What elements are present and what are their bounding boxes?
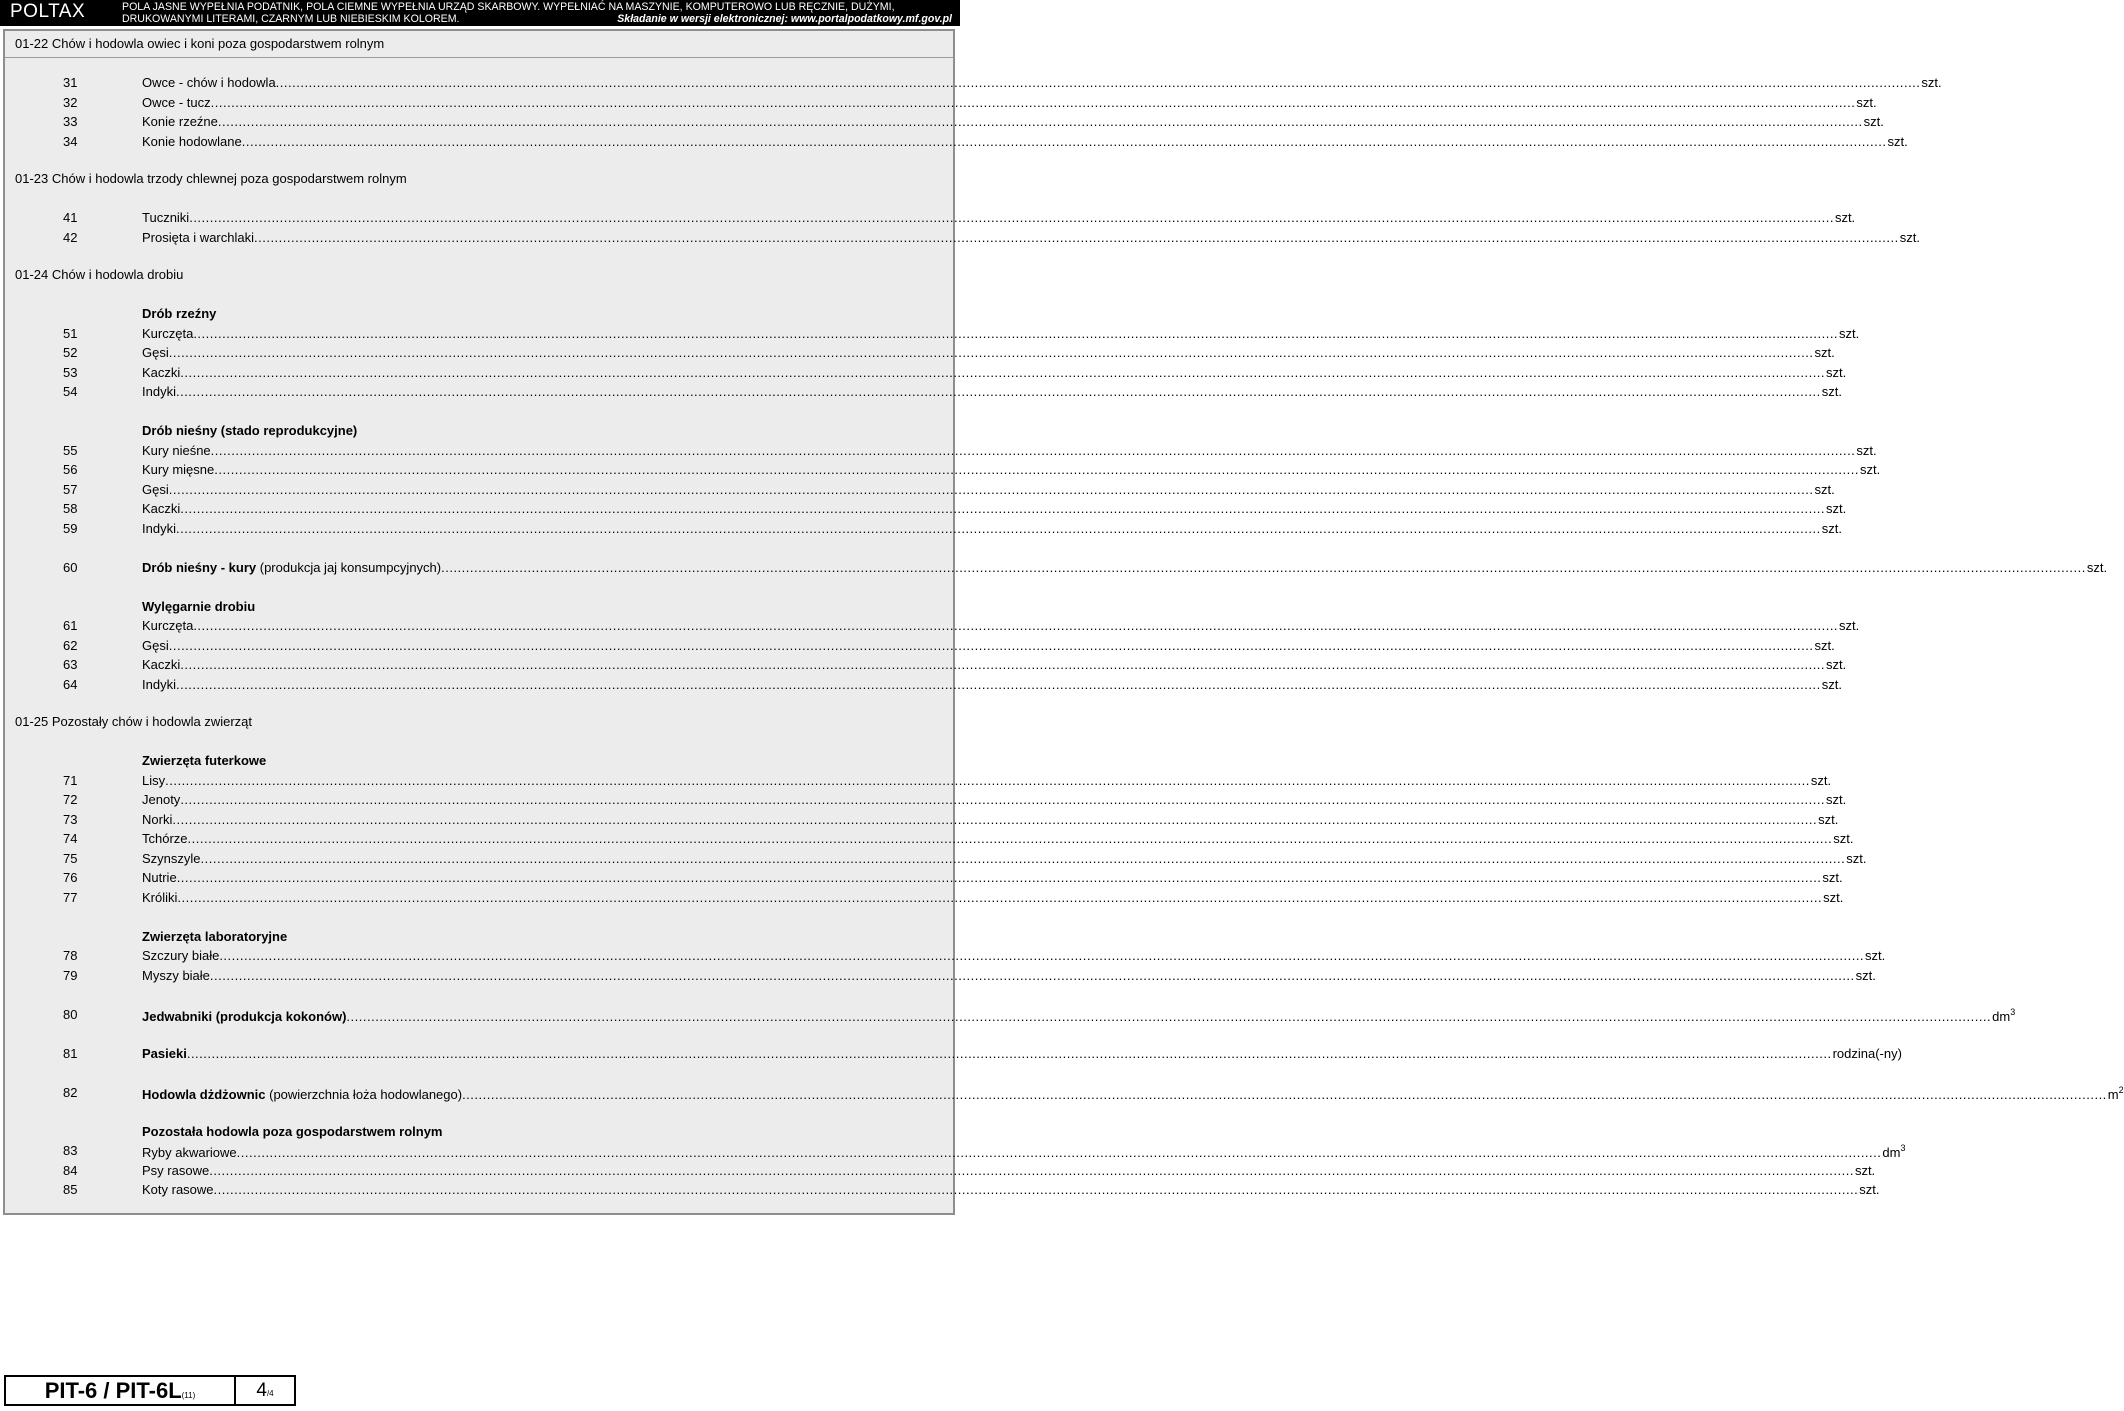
row-number: 63: [63, 657, 78, 672]
leader-dots: ................................................................................................................................................................................................................................................................................................................................................................................................................: [175, 676, 1821, 692]
form-footer: [4, 1375, 296, 1406]
leader-dots: ................................................................................................................................................................................................................................................................................................................................................................................................................: [186, 1045, 1832, 1061]
form-identifier: [6, 1377, 236, 1404]
row-label-bold: Pasieki: [142, 1045, 187, 1061]
row-label: [142, 889, 1844, 905]
row-label: [142, 1006, 2016, 1024]
unit-label: [1813, 482, 1834, 497]
row-number: 34: [63, 133, 78, 149]
unit-label: [1855, 95, 1876, 110]
page-current: 4: [256, 1380, 267, 1401]
row-label-text: Prosięta i warchlaki: [142, 229, 254, 245]
unit-text: szt.: [1887, 133, 1908, 149]
row-number: 75: [63, 850, 78, 866]
fill-instructions: [122, 1, 952, 25]
row-number: 60: [63, 559, 78, 575]
row-number: 58: [63, 501, 78, 516]
row-number: 76: [63, 870, 78, 885]
row-label-text: Lisy: [142, 772, 166, 788]
unit-text: szt.: [1814, 481, 1835, 497]
row-label: [142, 481, 1835, 497]
row-label-text: (powierzchnia łoża hodowlanego): [265, 1086, 463, 1102]
row-number: 79: [63, 967, 78, 983]
unit-label: [1838, 618, 1859, 633]
unit-text: szt.: [1899, 229, 1920, 245]
group-subtitle: Drób nieśny (stado reprodukcyjne): [142, 423, 358, 438]
row-label: [142, 1045, 1902, 1061]
unit-exponent: 2: [2118, 1084, 2124, 1095]
group-subtitle: Zwierzęta laboratoryjne: [142, 928, 288, 944]
page-total: /4: [266, 1389, 274, 1398]
leader-dots: ................................................................................................................................................................................................................................................................................................................................................................................................................: [180, 792, 1826, 807]
unit-text: szt.: [1839, 325, 1860, 341]
row-label-text: Króliki: [142, 889, 178, 905]
leader-dots: ................................................................................................................................................................................................................................................................................................................................................................................................................: [187, 831, 1833, 846]
row-label-text: Indyki: [142, 384, 176, 399]
unit-label: [1855, 968, 1876, 983]
unit-text: dm: [1882, 1145, 1901, 1160]
leader-dots: ................................................................................................................................................................................................................................................................................................................................................................................................................: [168, 345, 1814, 360]
row-number: 71: [63, 772, 78, 788]
row-number: 61: [63, 618, 78, 633]
leader-dots: ................................................................................................................................................................................................................................................................................................................................................................................................................: [175, 520, 1821, 536]
unit-text: szt.: [1826, 501, 1847, 516]
unit-text: szt.: [1822, 870, 1843, 885]
unit-text: szt.: [2086, 559, 2108, 575]
unit-label: [1881, 1143, 1905, 1160]
row-number: 54: [63, 384, 78, 399]
unit-label: [1825, 657, 1846, 672]
leader-dots: ................................................................................................................................................................................................................................................................................................................................................................................................................: [193, 618, 1839, 633]
leader-dots: ................................................................................................................................................................................................................................................................................................................................................................................................................: [180, 501, 1826, 516]
unit-label: [1813, 638, 1834, 653]
unit-text: szt.: [1826, 364, 1847, 380]
unit-label: [1845, 851, 1866, 866]
row-label: [142, 462, 1881, 477]
row-number: 31: [63, 75, 78, 90]
row-label: [142, 114, 1884, 129]
row-label-text: Indyki: [142, 676, 176, 692]
row-number: 32: [63, 94, 78, 110]
row-label-bold: Jedwabniki (produkcja kokonów): [142, 1008, 347, 1024]
unit-label: [1832, 831, 1853, 846]
unit-text: szt.: [1818, 811, 1839, 827]
row-label: [142, 1182, 1880, 1197]
group-subtitle: Pozostała hodowla poza gospodarstwem rolnym: [142, 1123, 443, 1139]
leader-dots: ................................................................................................................................................................................................................................................................................................................................................................................................................: [213, 1182, 1859, 1197]
row-label: [142, 1162, 1876, 1178]
unit-label: [1855, 443, 1876, 458]
row-number: 53: [63, 364, 78, 380]
row-label: [142, 75, 1942, 90]
row-label: [142, 831, 1854, 846]
unit-text: szt.: [1865, 948, 1886, 963]
unit-text: szt.: [1855, 967, 1876, 983]
row-number: 42: [63, 229, 78, 245]
row-label-text: Norki: [142, 811, 173, 827]
row-label-text: Myszy białe: [142, 967, 210, 983]
leader-dots: ................................................................................................................................................................................................................................................................................................................................................................................................................: [180, 364, 1826, 380]
row-label: [142, 870, 1843, 885]
row-number: 81: [63, 1045, 78, 1061]
unit-text: szt.: [1821, 676, 1842, 692]
unit-label: [1825, 365, 1846, 380]
row-label-text: Gęsi: [142, 345, 169, 360]
leader-dots: ................................................................................................................................................................................................................................................................................................................................................................................................................: [176, 870, 1822, 885]
row-label: [142, 967, 1876, 983]
leader-dots: ................................................................................................................................................................................................................................................................................................................................................................................................................: [236, 1145, 1882, 1160]
row-number: 80: [63, 1006, 78, 1022]
leader-dots: ................................................................................................................................................................................................................................................................................................................................................................................................................: [219, 948, 1865, 963]
row-label-text: Tchórze: [142, 831, 188, 846]
row-label-text: Kurczęta: [142, 325, 194, 341]
unit-text: szt.: [1814, 345, 1835, 360]
unit-label: [1813, 345, 1834, 360]
unit-label: [1886, 134, 1907, 149]
unit-exponent: 3: [2010, 1006, 2016, 1017]
unit-label: [1858, 1182, 1879, 1197]
row-label-text: Szczury białe: [142, 948, 220, 963]
row-label-text: Szynszyle: [142, 850, 201, 866]
row-label: [142, 442, 1877, 458]
unit-text: szt.: [1810, 772, 1832, 788]
row-label-text: Kury mięsne: [142, 462, 215, 477]
row-label-text: Gęsi: [142, 637, 169, 653]
unit-label: [1821, 677, 1842, 692]
row-number: 72: [63, 792, 78, 807]
row-label: [142, 850, 1867, 866]
page-number: [236, 1377, 294, 1404]
unit-text: szt.: [1839, 618, 1860, 633]
section-title: 01-22 Chów i hodowla owiec i koni poza gospodarstwem rolnym: [15, 36, 385, 51]
row-label: [142, 792, 1847, 807]
leader-dots: ................................................................................................................................................................................................................................................................................................................................................................................................................: [210, 442, 1856, 458]
form-section-panel: [3, 29, 2124, 1215]
row-label: [142, 657, 1847, 672]
unit-label: [1854, 1163, 1875, 1178]
unit-text: szt.: [1834, 210, 1856, 225]
leader-dots: ................................................................................................................................................................................................................................................................................................................................................................................................................: [462, 1086, 2107, 1102]
leader-dots: ................................................................................................................................................................................................................................................................................................................................................................................................................: [346, 1008, 1992, 1024]
row-label-text: Kaczki: [142, 657, 181, 672]
unit-text: szt.: [1814, 637, 1835, 653]
row-label: [142, 501, 1847, 516]
unit-text: dm: [1992, 1008, 2011, 1024]
row-label-text: Kaczki: [142, 501, 181, 516]
row-label: [142, 559, 2108, 575]
row-number: 57: [63, 481, 78, 497]
row-label-bold: Drób nieśny - kury: [142, 559, 257, 575]
row-number: 82: [63, 1084, 78, 1100]
leader-dots: ................................................................................................................................................................................................................................................................................................................................................................................................................: [180, 657, 1826, 672]
row-label: [142, 384, 1842, 399]
row-label: [142, 948, 1886, 963]
row-label-text: Ryby akwariowe: [142, 1145, 237, 1160]
row-number: 64: [63, 676, 78, 692]
row-label-text: Psy rasowe: [142, 1162, 210, 1178]
unit-label: [1821, 870, 1842, 885]
unit-exponent: 3: [1900, 1143, 1906, 1153]
row-number: 59: [63, 520, 78, 536]
row-number: 33: [63, 114, 78, 129]
unit-text: szt.: [1826, 657, 1847, 672]
unit-label: [1825, 792, 1846, 807]
brand-logo: POLTAX: [10, 1, 86, 22]
unit-label: [1864, 948, 1885, 963]
form-name: PIT-6 / PIT-6L: [44, 1378, 182, 1403]
unit-text: szt.: [1823, 889, 1844, 905]
group-subtitle: Zwierzęta futerkowe: [142, 753, 267, 768]
unit-text: szt.: [1856, 94, 1877, 110]
row-number: 78: [63, 948, 78, 963]
row-number: 41: [63, 210, 78, 225]
portal-note: Składanie w wersji elektronicznej: www.portalpodatkowy.mf.gov.pl: [617, 13, 952, 25]
row-number: 51: [63, 325, 78, 341]
unit-label: [1825, 501, 1846, 516]
row-label-text: Gęsi: [142, 481, 169, 497]
notice-line-1: POLA JASNE WYPEŁNIA PODATNIK, POLA CIEMNE WYPEŁNIA URZĄD SKARBOWY. WYPEŁNIAĆ NA MASZYNIE, KOMPUTEROWO LUB RĘCZNIE, DUŻYMI,: [122, 1, 895, 13]
row-label: [142, 520, 1842, 536]
section-title: 01-25 Pozostały chów i hodowla zwierząt: [15, 714, 253, 729]
row-label: [142, 676, 1842, 692]
unit-label: [1817, 812, 1838, 827]
row-label: [142, 1143, 1906, 1160]
row-label-bold: Hodowla dżdżownic: [142, 1086, 266, 1102]
leader-dots: ................................................................................................................................................................................................................................................................................................................................................................................................................: [172, 811, 1818, 827]
leader-dots: ................................................................................................................................................................................................................................................................................................................................................................................................................: [168, 637, 1814, 653]
leader-dots: ................................................................................................................................................................................................................................................................................................................................................................................................................: [217, 114, 1863, 129]
unit-text: m: [2107, 1086, 2119, 1102]
row-label: [142, 772, 1832, 788]
leader-dots: ................................................................................................................................................................................................................................................................................................................................................................................................................: [189, 210, 1834, 225]
unit-text: szt.: [1833, 831, 1854, 846]
leader-dots: ................................................................................................................................................................................................................................................................................................................................................................................................................: [168, 481, 1814, 497]
section-title: 01-24 Chów i hodowla drobiu: [15, 267, 184, 282]
row-label-text: Koty rasowe: [142, 1182, 214, 1197]
unit-label: [1822, 890, 1843, 905]
unit-label: [1991, 1007, 2015, 1024]
row-label-text: Jenoty: [142, 792, 181, 807]
leader-dots: ................................................................................................................................................................................................................................................................................................................................................................................................................: [275, 75, 1921, 90]
unit-text: szt.: [1854, 1162, 1876, 1178]
unit-label: [1899, 230, 1920, 245]
leader-dots: ................................................................................................................................................................................................................................................................................................................................................................................................................: [209, 967, 1855, 983]
unit-label: [2107, 1085, 2124, 1102]
leader-dots: ................................................................................................................................................................................................................................................................................................................................................................................................................: [254, 229, 1899, 245]
row-label: [142, 364, 1847, 380]
leader-dots: ................................................................................................................................................................................................................................................................................................................................................................................................................: [165, 772, 1810, 788]
unit-text: szt.: [1863, 114, 1884, 129]
leader-dots: ................................................................................................................................................................................................................................................................................................................................................................................................................: [214, 462, 1859, 477]
form-version: (11): [181, 1391, 196, 1400]
row-label: [142, 637, 1835, 653]
group-subtitle: Drób rzeźny: [142, 306, 217, 321]
unit-text: szt.: [1921, 75, 1942, 90]
leader-dots: ................................................................................................................................................................................................................................................................................................................................................................................................................: [441, 559, 2086, 575]
row-number: 73: [63, 811, 78, 827]
row-number: 62: [63, 637, 78, 653]
notice-line-2: DRUKOWANYMI LITERAMI, CZARNYM LUB NIEBIESKIM KOLOREM.: [122, 13, 460, 25]
unit-label: [2086, 560, 2107, 575]
leader-dots: ................................................................................................................................................................................................................................................................................................................................................................................................................: [175, 384, 1821, 399]
unit-label: [1832, 1046, 1902, 1061]
row-label: [142, 1084, 2124, 1102]
row-label: [142, 811, 1839, 827]
unit-label: [1821, 521, 1842, 536]
unit-text: szt.: [1826, 792, 1847, 807]
row-label-text: Kury nieśne: [142, 442, 211, 458]
section-divider: [5, 57, 953, 58]
leader-dots: ................................................................................................................................................................................................................................................................................................................................................................................................................: [210, 94, 1856, 110]
row-label: [142, 345, 1835, 360]
row-label: [142, 210, 1856, 225]
unit-label: [1810, 773, 1831, 788]
leader-dots: ................................................................................................................................................................................................................................................................................................................................................................................................................: [209, 1162, 1854, 1178]
header-bar: [0, 0, 960, 26]
row-number: 74: [63, 831, 78, 846]
row-number: 77: [63, 889, 78, 905]
row-label: [142, 325, 1860, 341]
row-label-text: Tuczniki: [142, 210, 190, 225]
leader-dots: ................................................................................................................................................................................................................................................................................................................................................................................................................: [177, 889, 1823, 905]
unit-label: [1859, 462, 1880, 477]
row-label-text: Nutrie: [142, 870, 177, 885]
leader-dots: ................................................................................................................................................................................................................................................................................................................................................................................................................: [200, 850, 1846, 866]
row-label: [142, 229, 1920, 245]
unit-text: szt.: [1859, 1182, 1880, 1197]
row-label: [142, 133, 1908, 149]
leader-dots: ................................................................................................................................................................................................................................................................................................................................................................................................................: [193, 325, 1839, 341]
leader-dots: ................................................................................................................................................................................................................................................................................................................................................................................................................: [241, 133, 1887, 149]
unit-label: [1838, 326, 1859, 341]
section-title: 01-23 Chów i hodowla trzody chlewnej poza gospodarstwem rolnym: [15, 171, 407, 186]
row-label-text: Konie rzeźne: [142, 114, 218, 129]
row-number: 85: [63, 1182, 78, 1197]
row-label-text: Owce - chów i hodowla: [142, 75, 276, 90]
row-number: 56: [63, 462, 78, 477]
unit-label: [1863, 114, 1884, 129]
unit-label: [1920, 75, 1941, 90]
group-subtitle: Wylęgarnie drobiu: [142, 598, 256, 614]
unit-label: [1834, 210, 1855, 225]
row-label-text: (produkcja jaj konsumpcyjnych): [256, 559, 442, 575]
unit-text: szt.: [1821, 384, 1842, 399]
row-label: [142, 618, 1860, 633]
unit-text: szt.: [1846, 850, 1867, 866]
row-number: 55: [63, 442, 78, 458]
unit-label: [1821, 384, 1842, 399]
unit-text: szt.: [1821, 520, 1842, 536]
row-label-text: Owce - tucz: [142, 94, 211, 110]
row-label-text: Indyki: [142, 520, 176, 536]
row-label-text: Konie hodowlane: [142, 133, 242, 149]
row-number: 52: [63, 345, 78, 360]
row-label-text: Kaczki: [142, 364, 181, 380]
unit-text: rodzina(-ny): [1832, 1045, 1902, 1061]
row-number: 83: [63, 1143, 78, 1158]
row-label: [142, 94, 1877, 110]
row-number: 84: [63, 1162, 78, 1178]
unit-text: szt.: [1859, 462, 1881, 477]
row-label-text: Kurczęta: [142, 618, 194, 633]
unit-text: szt.: [1856, 442, 1877, 458]
